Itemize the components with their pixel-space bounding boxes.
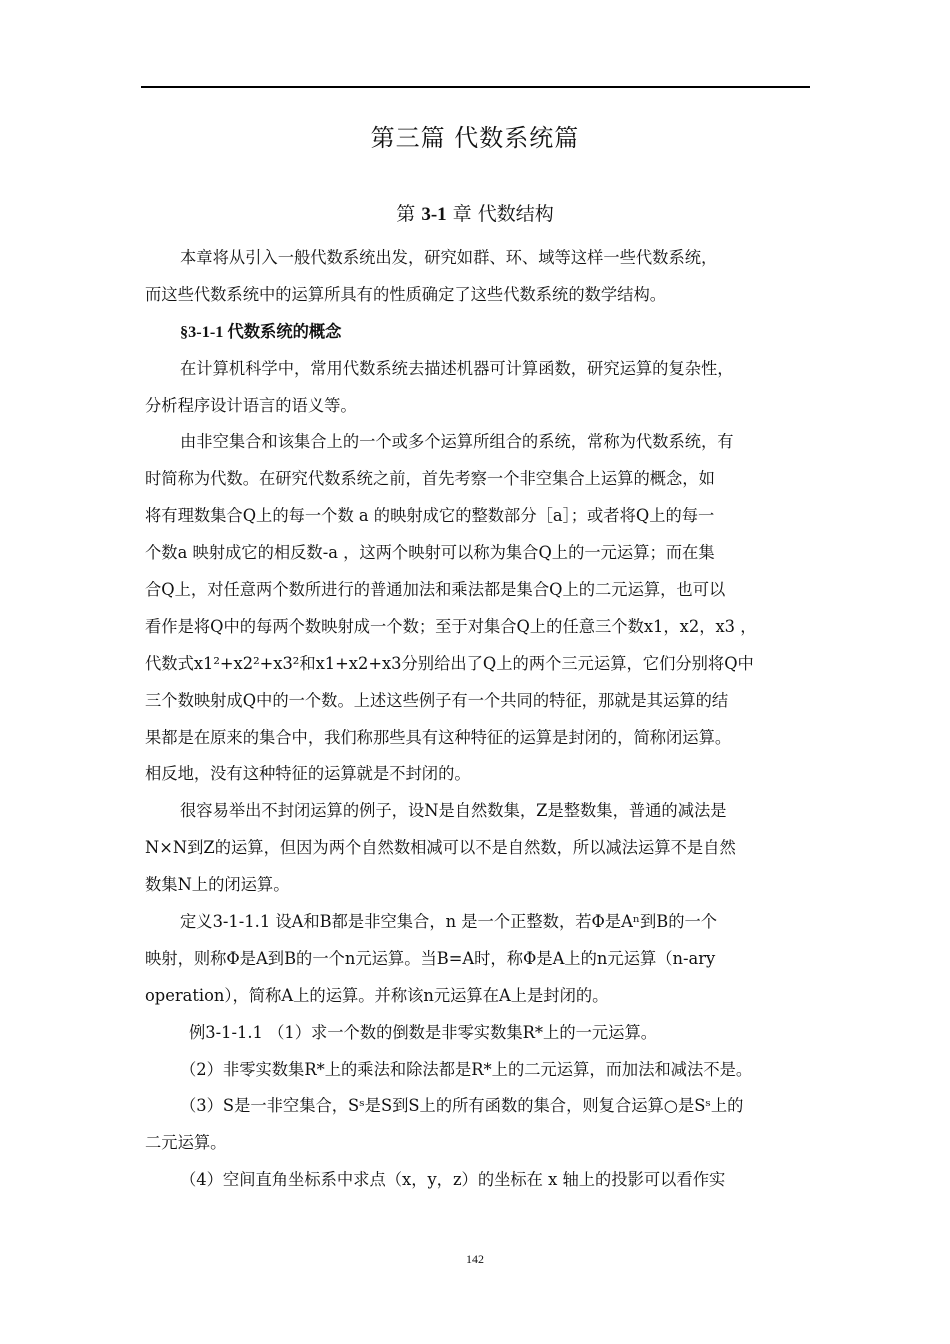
text-line: 代数式x1²+x2²+x3²和x1+x2+x3分别给出了Q上的两个三元运算，它们分别将Q中 xyxy=(145,653,754,673)
body-text xyxy=(145,240,825,1199)
definition-line: 定义3-1-1.1 设A和B都是非空集合，n 是一个正整数，若Φ是Aⁿ到B的一个 xyxy=(180,912,718,932)
text-line: 在计算机科学中，常用代数系统去描述机器可计算函数，研究运算的复杂性， xyxy=(180,358,734,378)
page-number: 142 xyxy=(466,1252,484,1266)
text-line: （4）空间直角坐标系中求点（x，y，z）的坐标在 x 轴上的投影可以看作实 xyxy=(180,1170,726,1190)
text-line: 个数a 映射成它的相反数-a ，这两个映射可以称为集合Q上的一元运算；而在集 xyxy=(145,543,715,563)
part-title: 第三篇 代数系统篇 xyxy=(370,124,580,152)
text-line: 本章将从引入一般代数系统出发，研究如群、环、域等这样一些代数系统， xyxy=(180,248,718,267)
text-line: 合Q上，对任意两个数所进行的普通加法和乘法都是集合Q上的二元运算，也可以 xyxy=(145,580,726,600)
chapter-prefix: 第 xyxy=(396,203,422,225)
section-heading: §3-1-1 代数系统的概念 xyxy=(180,321,342,341)
text-line: 映射，则称Φ是A到B的一个n元运算。当B=A时，称Φ是A上的n元运算（n-ary xyxy=(145,948,716,968)
text-line: 三个数映射成Q中的一个数。上述这些例子有一个共同的特征，那就是其运算的结 xyxy=(145,690,729,710)
text-line: N×N到Z的运算，但因为两个自然数相减可以不是自然数，所以减法运算不是自然 xyxy=(145,838,736,858)
text-line: 二元运算。 xyxy=(145,1133,227,1153)
text-line: 分析程序设计语言的语义等。 xyxy=(145,395,357,415)
text-line: 相反地，没有这种特征的运算就是不封闭的。 xyxy=(145,764,471,784)
chapter-number: 3-1 xyxy=(421,204,447,225)
text-line: operation），简称A上的运算。并称该n元运算在A上是封闭的。 xyxy=(145,985,609,1005)
text-line: （3）S是一非空集合，Sˢ是S到S上的所有函数的集合，则复合运算○是Sˢ上的 xyxy=(180,1096,744,1116)
chapter-title xyxy=(0,199,950,226)
header-rule xyxy=(141,86,810,88)
text-line: 很容易举出不封闭运算的例子，设N是自然数集，Z是整数集，普通的减法是 xyxy=(180,801,727,821)
text-line: 果都是在原来的集合中，我们称那些具有这种特征的运算是封闭的，简称闭运算。 xyxy=(145,727,732,747)
text-line: 看作是将Q中的每两个数映射成一个数；至于对集合Q上的任意三个数x1，x2，x3 ， xyxy=(145,616,757,636)
text-line: 时简称为代数。在研究代数系统之前，首先考察一个非空集合上运算的概念，如 xyxy=(145,469,715,489)
text-line: 数集N上的闭运算。 xyxy=(145,875,290,895)
text-line: 而这些代数系统中的运算所具有的性质确定了这些代数系统的数学结构。 xyxy=(145,284,667,304)
text-line: （2）非零实数集R*上的乘法和除法都是R*上的二元运算，而加法和减法不是。 xyxy=(180,1059,753,1079)
chapter-suffix: 章 代数结构 xyxy=(446,203,554,225)
text-line: 由非空集合和该集合上的一个或多个运算所组合的系统，常称为代数系统，有 xyxy=(180,432,734,452)
text-line: 将有理数集合Q上的每一个数 a 的映射成它的整数部分［a］；或者将Q上的每一 xyxy=(145,506,715,526)
example-line: 例3-1-1.1 （1）求一个数的倒数是非零实数集R*上的一元运算。 xyxy=(189,1022,658,1042)
